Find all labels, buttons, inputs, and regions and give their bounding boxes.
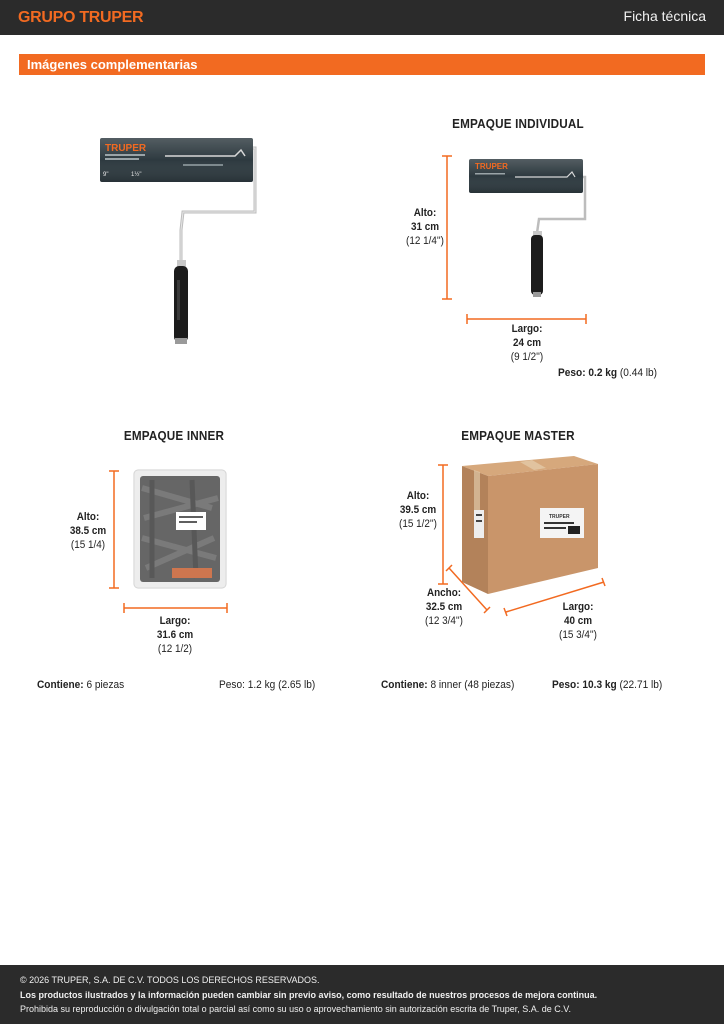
individual-height-dim: Alto: 31 cm (12 1/4'')	[406, 207, 444, 247]
section-header	[19, 54, 705, 75]
master-weight: Peso: 10.3 kg (22.71 lb)	[552, 679, 663, 691]
inner-contents: Contiene: 6 piezas	[37, 679, 125, 691]
header-bar	[0, 0, 724, 35]
master-depth-dim: Ancho: 32.5 cm (12 3/4'')	[425, 587, 463, 627]
product-image	[95, 130, 265, 350]
master-height-dim: Alto: 39.5 cm (15 1/2'')	[399, 490, 437, 530]
sleeve-brand: TRUPER	[105, 143, 147, 154]
inner-height-dim: Alto: 38.5 cm (15 1/4)	[69, 511, 107, 551]
individual-weight: Peso: 0.2 kg (0.44 lb)	[558, 367, 658, 379]
individual-title: EMPAQUE INDIVIDUAL	[452, 116, 584, 131]
footer-disclaimer: Los productos ilustrados y la información pueden cambiar sin previo aviso, como resultado de nuestros procesos de mejora continua.	[20, 990, 598, 1000]
footer-prohibition: Prohibida su reproducción o divulgación total o parcial así como su uso o aprovechamiento sin autorización escrita de Truper, S.A. de C.V.	[20, 1004, 571, 1014]
document-type: Ficha técnica	[623, 8, 706, 24]
footer	[0, 965, 724, 1024]
brand-logo: GRUPO TRUPER	[18, 9, 144, 26]
individual-sleeve-brand: TRUPER	[475, 162, 508, 171]
inner-weight: Peso: 1.2 kg (2.65 lb)	[219, 679, 316, 691]
sleeve-size-left: 9"	[103, 172, 109, 178]
individual-width-dim: Largo: 24 cm (9 1/2'')	[510, 323, 544, 363]
sleeve-size-right: 1½"	[131, 172, 142, 178]
section-title: Imágenes complementarias	[27, 57, 198, 72]
master-width-dim: Largo: 40 cm (15 3/4'')	[559, 601, 597, 641]
master-title: EMPAQUE MASTER	[461, 428, 575, 443]
inner-width-dim: Largo: 31.6 cm (12 1/2)	[156, 615, 194, 655]
individual-package-image	[467, 155, 592, 300]
inner-package-image	[132, 468, 228, 590]
inner-width-line	[123, 601, 229, 615]
box-label-brand: TRUPER	[549, 514, 570, 520]
master-contents: Contiene: 8 inner (48 piezas)	[381, 679, 515, 691]
footer-copyright: © 2026 TRUPER, S.A. DE C.V. TODOS LOS DERECHOS RESERVADOS.	[20, 975, 320, 985]
inner-title: EMPAQUE INNER	[123, 428, 225, 443]
